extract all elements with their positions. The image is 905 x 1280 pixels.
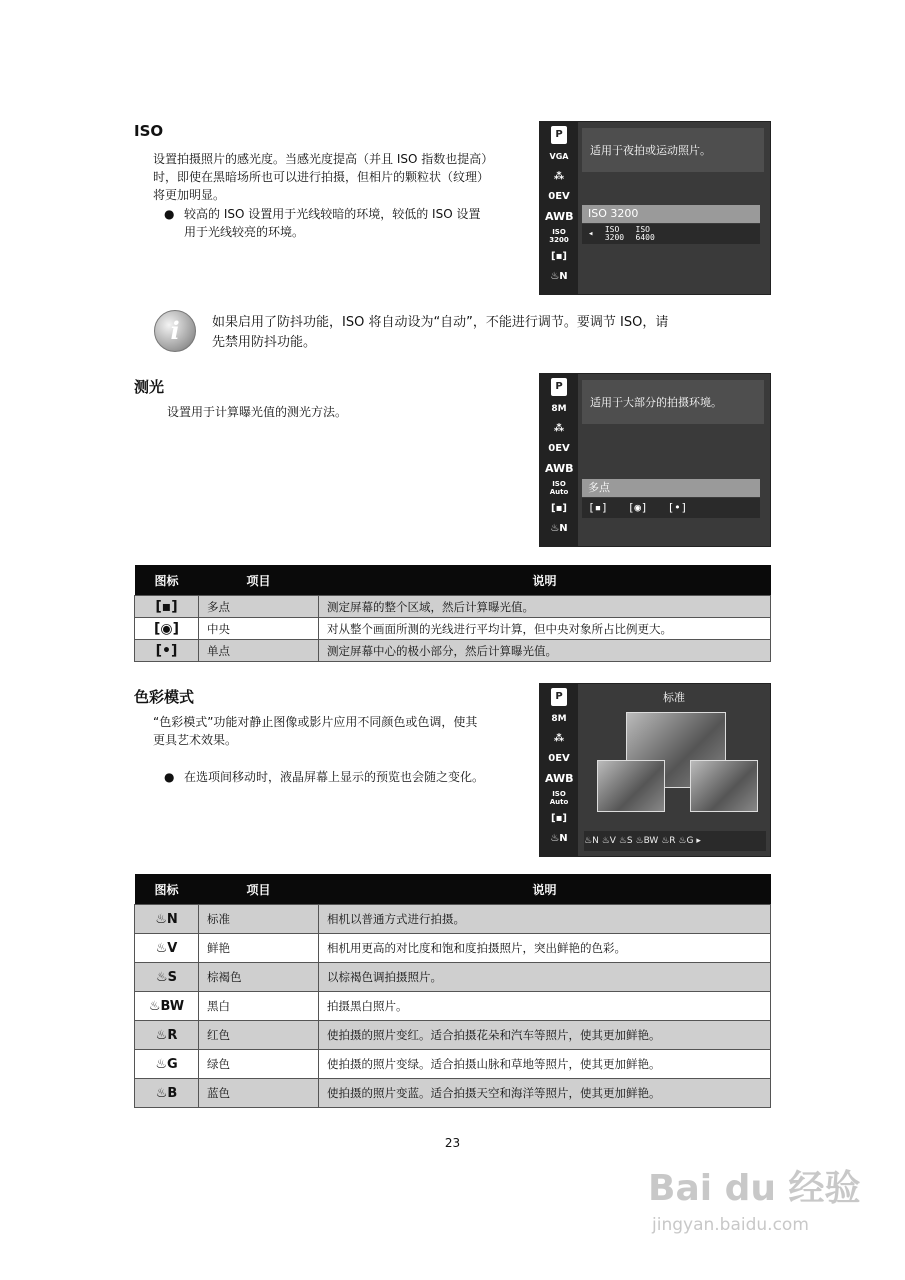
color-blue-icon: ♨B <box>135 1079 199 1108</box>
resolution-icon: 8M <box>551 714 567 724</box>
desc-cell: 使拍摄的照片变蓝。适合拍摄天空和海洋等照片，使其更加鲜艳。 <box>319 1079 771 1108</box>
desc-cell: 相机以普通方式进行拍摄。 <box>319 905 771 934</box>
iso-icon: ISO Auto <box>549 480 569 496</box>
program-mode-icon: P <box>551 688 567 706</box>
metering-icon: [▪] <box>551 503 567 514</box>
desc-cell: 使拍摄的照片变绿。适合拍摄山脉和草地等照片，使其更加鲜艳。 <box>319 1050 771 1079</box>
desc-cell: 对从整个画面所测的光线进行平均计算，但中央对象所占比例更大。 <box>319 618 771 640</box>
color-mode-option-icon: ♨R <box>661 836 676 846</box>
iso-option-6400: ISO 6400 <box>635 224 655 242</box>
baidu-watermark-logo: Bai du 经验 <box>648 1168 861 1209</box>
table-row <box>135 905 771 934</box>
spot-meter-icon: [•] <box>667 501 688 514</box>
color-mode-option-icon: ♨S <box>618 836 633 846</box>
white-balance-icon: AWB <box>545 772 574 785</box>
bullet-icon: ● <box>164 770 175 784</box>
color-mode-label: 标准 <box>663 691 685 704</box>
desc-cell: 测定屏幕中心的极小部分，然后计算曝光值。 <box>319 640 771 662</box>
table-row <box>135 1021 771 1050</box>
spot-meter-icon: [•] <box>135 640 199 662</box>
camera-selected-option: 多点 <box>582 479 760 497</box>
table-row <box>135 596 771 618</box>
camera-side-menu <box>540 684 578 856</box>
camera-side-menu <box>540 122 578 294</box>
item-cell: 棕褐色 <box>199 963 319 992</box>
iso-desc-line: 时，即使在黑暗场所也可以进行拍摄，但相片的颗粒状（纹理） <box>153 170 490 184</box>
center-meter-icon: [◉] <box>135 618 199 640</box>
iso-desc-line: 将更加明显。 <box>153 188 226 202</box>
metering-icon: [▪] <box>551 251 567 262</box>
color-mode-table <box>134 874 771 1108</box>
preview-photo-left <box>597 760 665 812</box>
desc-cell: 以棕褐色调拍摄照片。 <box>319 963 771 992</box>
metering-table <box>134 565 771 662</box>
color-camera-screen <box>539 683 771 857</box>
metering-heading: 测光 <box>134 378 165 396</box>
resolution-icon: VGA <box>549 152 569 161</box>
camera-message: 适用于大部分的拍摄环境。 <box>582 380 764 424</box>
desc-cell: 相机用更高的对比度和饱和度拍摄照片，突出鲜艳的色彩。 <box>319 934 771 963</box>
white-balance-icon: AWB <box>545 462 574 475</box>
camera-options-bar <box>582 224 760 244</box>
iso-bullet-line: 较高的 ISO 设置用于光线较暗的环境，较低的 ISO 设置 <box>184 207 481 221</box>
color-vivid-icon: ♨V <box>135 934 199 963</box>
color-sepia-icon: ♨S <box>135 963 199 992</box>
exposure-icon: 0EV <box>548 443 570 454</box>
item-cell: 鲜艳 <box>199 934 319 963</box>
multi-meter-icon: [▪] <box>135 596 199 618</box>
color-bullet: 在选项间移动时，液晶屏幕上显示的预览也会随之变化。 <box>184 770 485 784</box>
desc-cell: 拍摄黑白照片。 <box>319 992 771 1021</box>
bullet-icon: ● <box>164 207 175 221</box>
header-item: 项目 <box>199 565 319 596</box>
item-cell: 单点 <box>199 640 319 662</box>
preview-photo-right <box>690 760 758 812</box>
iso-heading: ISO <box>134 122 164 140</box>
table-row <box>135 640 771 662</box>
metering-icon: [▪] <box>551 813 567 824</box>
program-mode-icon: P <box>551 378 567 396</box>
item-cell: 红色 <box>199 1021 319 1050</box>
color-desc-line: “色彩模式”功能对静止图像或影片应用不同颜色或色调，使其 <box>153 715 478 729</box>
color-mode-icon: ♨N <box>550 523 568 534</box>
header-icon: 图标 <box>135 565 199 596</box>
table-row <box>135 963 771 992</box>
item-cell: 多点 <box>199 596 319 618</box>
color-mode-option-icon: ♨BW <box>635 836 659 846</box>
info-icon: i <box>154 310 196 352</box>
center-meter-icon: [◉] <box>627 501 648 514</box>
color-desc-line: 更具艺术效果。 <box>153 733 238 747</box>
color-mode-heading: 色彩模式 <box>134 688 195 706</box>
header-desc: 说明 <box>319 874 771 905</box>
quality-icon: ⁂ <box>553 171 565 182</box>
iso-option-3200: ISO 3200 <box>604 224 625 242</box>
camera-options-bar <box>582 498 760 518</box>
color-red-icon: ♨R <box>135 1021 199 1050</box>
baidu-watermark-url: jingyan.baidu.com <box>652 1215 809 1235</box>
table-row <box>135 1050 771 1079</box>
color-bw-icon: ♨BW <box>135 992 199 1021</box>
multi-meter-icon: [▪] <box>588 501 608 514</box>
camera-selected-option: ISO 3200 <box>582 205 760 223</box>
iso-camera-screen <box>539 121 771 295</box>
camera-side-menu <box>540 374 578 546</box>
desc-cell: 测定屏幕的整个区域，然后计算曝光值。 <box>319 596 771 618</box>
table-row <box>135 992 771 1021</box>
color-modes-bar <box>584 831 766 851</box>
program-mode-icon: P <box>551 126 567 144</box>
note-line: 如果启用了防抖功能，ISO 将自动设为“自动”，不能进行调节。要调节 ISO，请 <box>212 315 669 330</box>
camera-message: 适用于夜拍或运动照片。 <box>582 128 764 172</box>
iso-bullet-line: 用于光线较亮的环境。 <box>184 225 305 239</box>
resolution-icon: 8M <box>551 404 567 414</box>
right-arrow-icon: ▸ <box>696 836 701 846</box>
quality-icon: ⁂ <box>553 733 565 744</box>
metering-description: 设置用于计算曝光值的测光方法。 <box>167 405 348 419</box>
iso-icon: ISO Auto <box>549 790 569 806</box>
color-mode-icon: ♨N <box>550 833 568 844</box>
table-row <box>135 618 771 640</box>
item-cell: 绿色 <box>199 1050 319 1079</box>
item-cell: 黑白 <box>199 992 319 1021</box>
table-row <box>135 934 771 963</box>
header-icon: 图标 <box>135 874 199 905</box>
exposure-icon: 0EV <box>548 753 570 764</box>
item-cell: 蓝色 <box>199 1079 319 1108</box>
item-cell: 标准 <box>199 905 319 934</box>
color-mode-icon: ♨N <box>550 271 568 282</box>
color-mode-option-icon: ♨N <box>584 836 599 846</box>
table-row <box>135 1079 771 1108</box>
metering-camera-screen <box>539 373 771 547</box>
note-text <box>212 313 757 353</box>
white-balance-icon: AWB <box>545 210 574 223</box>
color-mode-description <box>153 713 528 749</box>
page-number: 23 <box>444 1136 461 1150</box>
exposure-icon: 0EV <box>548 191 570 202</box>
color-mode-option-icon: ♨V <box>601 836 616 846</box>
note-line: 先禁用防抖功能。 <box>212 335 317 350</box>
item-cell: 中央 <box>199 618 319 640</box>
quality-icon: ⁂ <box>553 423 565 434</box>
iso-icon: ISO 3200 <box>549 228 569 244</box>
header-desc: 说明 <box>319 565 771 596</box>
color-mode-option-icon: ♨G <box>678 836 694 846</box>
desc-cell: 使拍摄的照片变红。适合拍摄花朵和汽车等照片，使其更加鲜艳。 <box>319 1021 771 1050</box>
iso-description <box>153 150 528 204</box>
iso-desc-line: 设置拍摄照片的感光度。当感光度提高（并且 ISO 指数也提高） <box>153 152 494 166</box>
left-arrow-icon: ◂ <box>588 229 594 239</box>
header-item: 项目 <box>199 874 319 905</box>
color-green-icon: ♨G <box>135 1050 199 1079</box>
iso-bullet <box>184 205 529 241</box>
color-standard-icon: ♨N <box>135 905 199 934</box>
